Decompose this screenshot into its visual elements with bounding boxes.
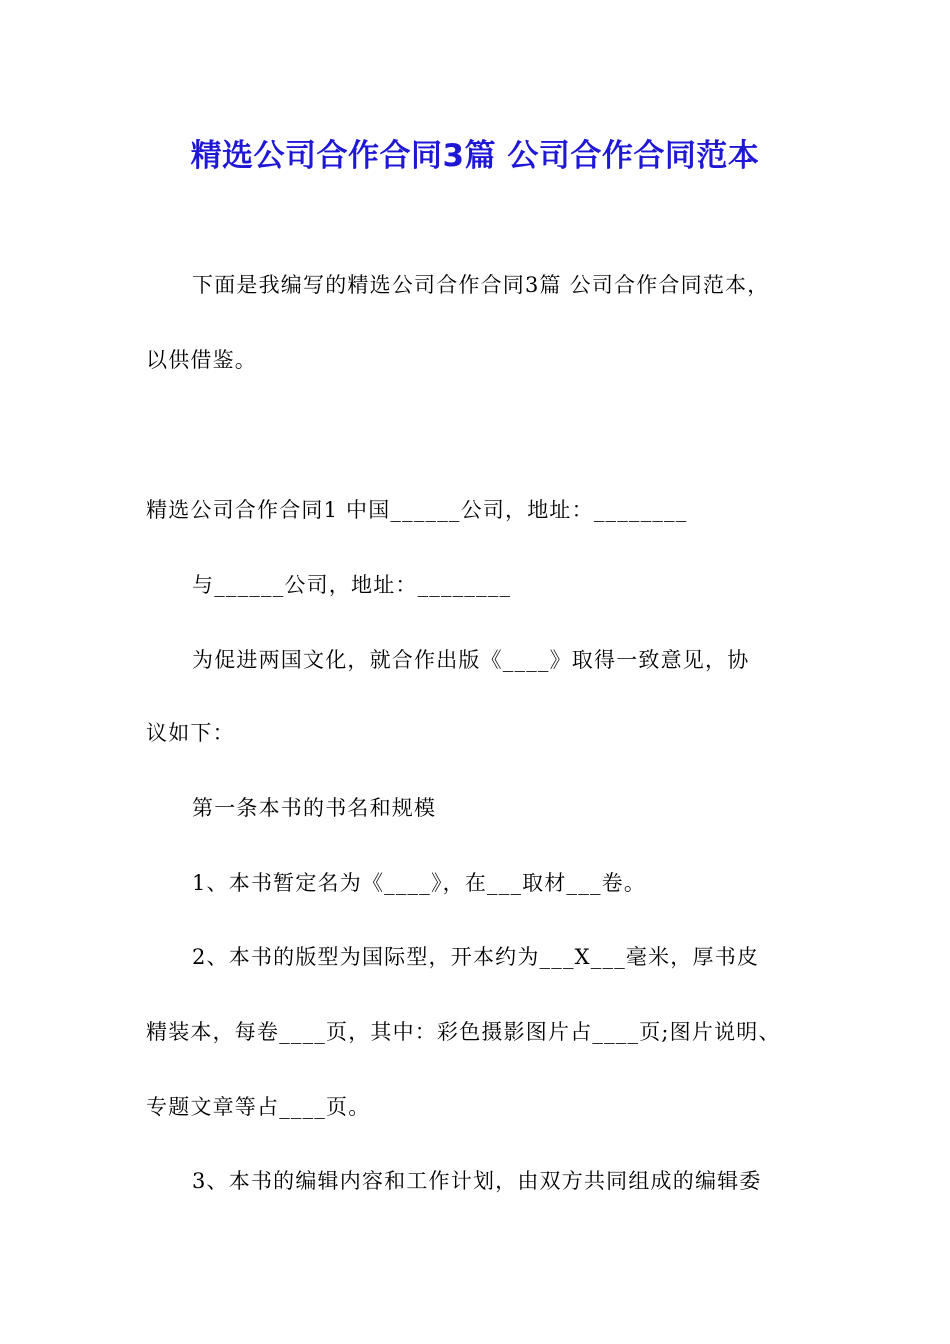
party-b-line: 与______公司，地址：________ xyxy=(192,573,512,597)
clause-3-line-1: 3、本书的编辑内容和工作计划，由双方共同组成的编辑委 xyxy=(192,1169,762,1193)
document-title: 精选公司合作合同3篇 公司合作合同范本 xyxy=(190,138,760,174)
intro-line-1: 下面是我编写的精选公司合作合同3篇 公司合作合同范本， xyxy=(192,273,770,297)
contract-heading-line: 精选公司合作合同1 中国______公司，地址：________ xyxy=(146,498,688,522)
purpose-line-2: 议如下： xyxy=(146,721,235,745)
clause-2-line-1: 2、本书的版型为国际型，开本约为___X___毫米，厚书皮 xyxy=(192,945,760,969)
clause-2-line-2: 精装本，每卷____页，其中：彩色摄影图片占____页;图片说明、 xyxy=(146,1020,781,1044)
clause-2-line-3: 专题文章等占____页。 xyxy=(146,1095,371,1119)
purpose-line-1: 为促进两国文化，就合作出版《____》取得一致意见，协 xyxy=(192,648,750,672)
intro-line-2: 以供借鉴。 xyxy=(146,348,257,372)
article-1-heading: 第一条本书的书名和规模 xyxy=(192,796,437,820)
clause-1-line: 1、本书暂定名为《____》，在___取材___卷。 xyxy=(192,871,647,895)
